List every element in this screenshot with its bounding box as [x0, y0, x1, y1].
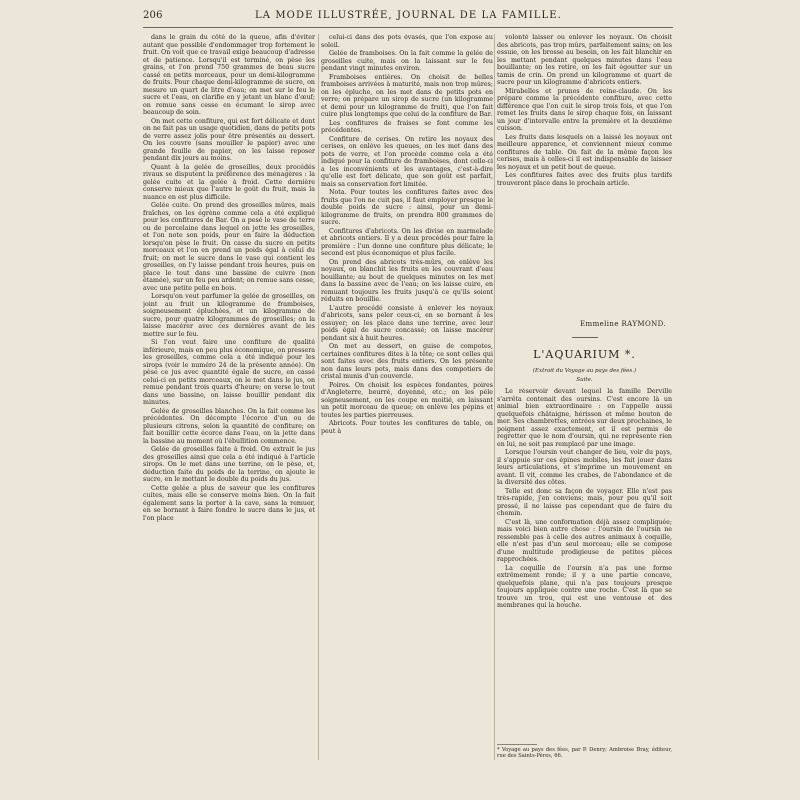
paragraph: celui-ci dans des pots évasés, que l'on expose au soleil.: [321, 34, 493, 49]
article-suite-label: Suite.: [576, 377, 593, 383]
header-rule: [143, 27, 673, 28]
paragraph: Gelée de groseilles faite à froid. On extrait le jus des groseilles ainsi que cela a été indiqué à l'article sirops. On le met dans une terrine, on le pèse, et, déduction faite du poids de la terrine, on ajoute le sucre, en le mettant le double du poids du jus.: [143, 446, 315, 483]
paragraph: On prend des abricots très-mûrs, on enlève les noyaux, on blanchit les fruits en les couvrant d'eau bouillante; au bout de quelques minutes on les met dans la bassine avec de l'eau; on les laisse cuire, en remuant toujours les fruits jusqu'à ce qu'ils soient réduits en bouillie.: [321, 258, 493, 303]
paragraph: On met cette confiture, qui est fort délicate et dont on ne fait pas un usage quotidien, dans de petits pots de verre assez jolis pour être présentés au dessert. On les couvre (sans mouiller le papier) avec une grande feuille de papier, on les laisse reposer pendant dix jours au moins.: [143, 117, 315, 162]
paragraph: On met au dessert, en guise de compotes, certaines confitures dites à la tête; ce sont celles qui sont faites avec des fruits entiers. On les présente non dans leurs pots, mais dans des compotiers de cristal munis d'un couvercle.: [321, 343, 493, 380]
paragraph: Quant à la gelée de groseilles, deux procédés rivaux se disputent la préférence des ménagères : la gelée cuite et la gelée à froid. Cette dernière conserve mieux que l'autre le goût du fruit, mais la nuance en est plus difficile.: [143, 163, 315, 201]
paragraph: Le réservoir devant lequel la famille Derville s'arrêta contenait des oursins. C'est encore là un animal bien extraordinaire : on l'appelle aussi quelquefois châtaigne, hérisson et même bouton de mer. Ses chambrettes, entrées sur deux prochaines, le poignent assez exactement, et il est permis de regretter que le nom d'oursin, qui ne représente rien en lui, ne soit pas remplacé par une image.: [497, 388, 672, 448]
text-column-3: [497, 34, 672, 762]
paragraph: Framboises entières. On choisit de belles framboises arrivées à maturité, mais non trop mûres; on les épluche, on les met dans de petits pots en verre; on prépare un sirop de sucre (un kilogramme et demi pour un kilogramme de fruit), que l'on fait cuire plus longtemps que celui de la confiture de Bar.: [321, 73, 493, 118]
paragraph: Cette gelée a plus de saveur que les confitures cuites, mais elle se conserve moins bien. On la fait également sans la porter à la cave, sans la remuer, en se bornant à faire fondre le sucre dans le jus, et l'on place: [143, 484, 315, 522]
paragraph: Lorsqu'on veut parfumer la gelée de groseilles, on joint au fruit un kilogramme de framboises, soigneusement épluchées, et un kilogramme de sucre, pour quatre kilogrammes de groseilles; on la laisse macérer avec ces dernières avant de les mettre sur le feu.: [143, 293, 315, 338]
column-divider: [494, 34, 495, 760]
article-subtitle: (Extrait du Voyage au pays des fées.): [532, 368, 637, 374]
article-title: L'AQUARIUM *.: [533, 348, 636, 361]
paragraph: Mirabelles et prunes de reine-claude. On les prépare comme la précédente confiture, avec cette différence que l'on cuit le sirop trois fois, et que l'on remet les fruits dans le sirop chaque fois, en laissant un jour d'intervalle entre la première et la deuxième cuisson.: [497, 87, 672, 132]
paragraph: Gelée de framboises. On la fait comme la gelée de groseilles cuite, mais on la laissant sur le feu pendant vingt minutes environ.: [321, 50, 493, 72]
page-number: 206: [143, 10, 163, 21]
paragraph: Confiture de cerises. On retire les noyaux des cerises, on enlève les queues, on les met dans des pots de verre, et l'on procède comme cela a été indiqué pour la confiture de framboises, dont celle-ci a les inconvénients et les avantages, c'est-à-dire qu'elle est fort délicate, que son goût est parfait, mais sa conservation fort limitée.: [321, 135, 493, 188]
text-column-1: [143, 34, 315, 764]
paragraph: Les confitures de fraises se font comme les précédentes.: [321, 119, 493, 134]
author-signature: Emmeline RAYMOND.: [580, 320, 666, 328]
footnote-rule: [497, 744, 537, 745]
paragraph: La coquille de l'oursin n'a pas une forme extrêmement ronde; il y a une partie concave, quelquefois plane, qui n'a pas toujours presque toujours appliquée contre une roche. C'est là que se trouve un trou, qui est une ventouse et des membranes qui la bouche.: [497, 564, 672, 609]
paragraph: Confitures d'abricots. On les divise en marmelade et abricots entiers. Il y a deux procédés pour faire la première : l'un donne une confiture plus délicate; le second est plus économique et plus facile.: [321, 227, 493, 257]
section-rule: [572, 337, 598, 338]
paragraph: Les fruits dans lesquels on a laissé les noyaux ont meilleure apparence, et conviennent mieux comme confitures de table. On fait de la même façon les cerises, mais à celles-ci il est indispensable de laisser les noyaux et un petit bout de queue.: [497, 133, 672, 171]
paragraph: Gelée cuite. On prend des groseilles mûres, mais fraîches, on les égrène comme cela a été expliqué pour les confitures de Bar. On a pesé le vase de terre ou de porcelaine dans lequel on jette les groseilles, et l'on note son poids, pour en faire la déduction lorsqu'on pèse le fruit. On casse du sucre en petits morceaux et l'on en prend un poids égal à celui du fruit; on met le sucre dans le vase qui contient les groseilles, on l'y laisse pendant trois heures, puis on place le tout dans une bassine de cuivre (non étamée), sur un feu peu ardent; on remue sans cesse, avec une petite pelle en bois.: [143, 202, 315, 292]
paragraph: volonté laisser ou enlever les noyaux. On choisit des abricots, pas trop mûrs, parfaitement sains; on les essuie, on les brosse au besoin, on les fait blanchir en les mettant pendant quelques minutes dans l'eau bouillante; on les retire, on les fait égoutter sur un tamis de crin. On prend un kilogramme et quart de sucre pour un kilogramme d'abricots entiers.: [497, 34, 672, 86]
text-column-2: [321, 34, 493, 764]
footnote: * Voyage au pays des fées, par P. Denry; Ambroise Bray, éditeur, rue des Saints-Pères, 66.: [497, 747, 672, 760]
article-body: [497, 388, 672, 739]
paragraph: Nota. Pour toutes les confitures faites avec des fruits que l'on ne cuit pas, il faut employer presque le double poids de sucre : ainsi, pour un demi-kilogramme de fruits, on prendra 800 grammes de sucre.: [321, 189, 493, 226]
paragraph: L'autre procédé consiste à enlever les noyaux d'abricots, sans peler ceux-ci, en se bornant à les essuyer; on les place dans une terrine, avec leur poids égal de sucre concassé; on laisse macérer pendant six à huit heures.: [321, 304, 493, 342]
paragraph: Telle est donc sa façon de voyager. Elle n'est pas très-rapide, j'en conviens; mais, pour peu qu'il soit pressé, il ne laisse pas cependant que de faire du chemin.: [497, 487, 672, 517]
paragraph: Lorsque l'oursin veut changer de lieu, voir du pays, il s'appuie sur ces épines mobiles, les fait jouer dans leurs articulations, et s'imprime un mouvement en avant. Il vit, comme les crabes, de l'abondance et de la diversité des côtes.: [497, 449, 672, 486]
paragraph: Abricots. Pour toutes les confitures de table, on peut à: [321, 420, 493, 435]
paragraph: Si l'on veut faire une confiture de qualité inférieure, mais en peu plus économique, on pressera les groseilles, comme cela a été indiqué pour les sirops (voir le numéro 24 de la présente année). On pèse ce jus avec quantité égale de sucre, en cassé celui-ci en petits morceaux, on le met dans le jus, on remue pendant trois quarts d'heure; on verse le tout dans une bassine, on laisse bouillir pendant dix minutes.: [143, 339, 315, 406]
paragraph: Les confitures faites avec des fruits plus tardifs trouveront place dans le prochain article.: [497, 172, 672, 187]
paragraph: Poires. On choisit les espèces fondantes, poires d'Angleterre, beurré, doyenné, etc.; on les pèle soigneusement, on les coupe en moitié, en laissant un petit morceau de queue; on enlève les pépins et toutes les parties pierreuses.: [321, 381, 493, 419]
journal-title: LA MODE ILLUSTRÉE, JOURNAL DE LA FAMILLE.: [255, 10, 562, 21]
column-divider: [318, 34, 319, 760]
paragraph: C'est là, une conformation déjà assez compliquée; mais voici bien autre chose : l'oursin de l'oursin ne ressemble pas à celle des autres animaux à coquille, elle n'est pas d'un seul morceau; elle se compose d'une multitude prodigieuse de petites pièces rapprochées.: [497, 518, 672, 563]
recipe-continuation: [497, 34, 672, 319]
paragraph: dans le grain du côté de la queue, afin d'éviter autant que possible d'endommager trop fortement le fruit. On voit que ce travail exige beaucoup d'adresse et de patience. Lorsqu'il est terminé, on pèse les grains, et l'on prend 750 grammes de beau sucre cassé en petits morceaux, pour un demi-kilogramme de fruits. Pour chaque demi-kilogramme de sucre, on mesure un quart de litre d'eau; on met sur le feu le sucre et l'eau, on clarifie en y jetant un blanc d'œuf; on remue sans cesse en écumant le sirop avec beaucoup de soin.: [143, 34, 315, 116]
page-header: [143, 10, 673, 26]
paragraph: Gelée de groseilles blanches. On la fait comme les précédentes. On décompte l'écorce d'un ou de plusieurs citrons, selon la quantité de confiture; on fait bouillir cette écorce dans l'eau, on la jette dans la bassine au moment où l'ébullition commence.: [143, 407, 315, 445]
